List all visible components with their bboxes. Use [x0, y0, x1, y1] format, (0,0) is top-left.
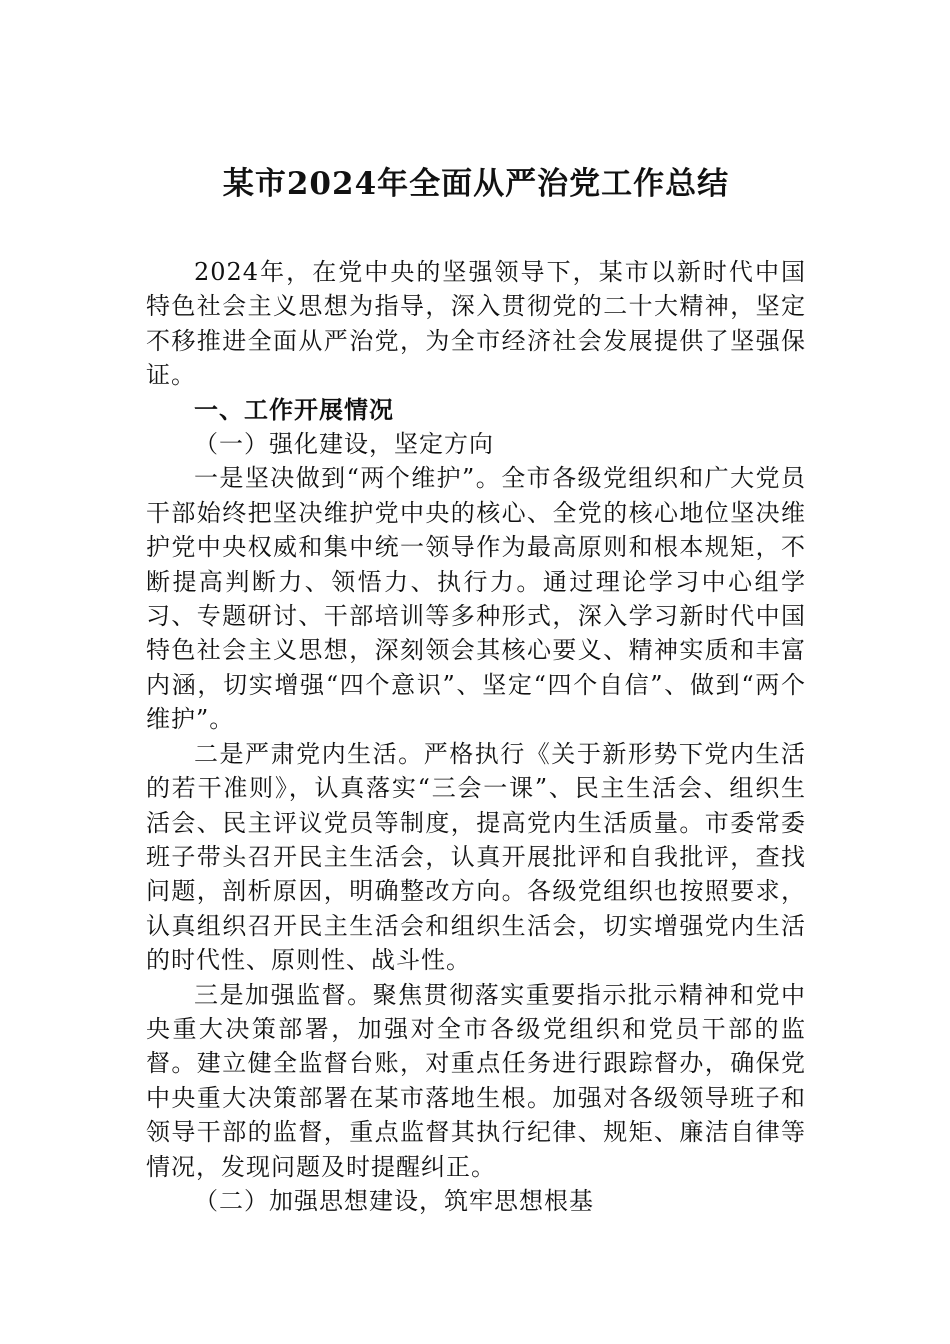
paragraph-point-2: 二是严肃党内生活。严格执行《关于新形势下党内生活的若干准则》，认真落实“三会一课”、民主生活会、组织生活会、民主评议党员等制度，提高党内生活质量。市委常委班子带头召开民主生活会，认真开展批评和自我批评，查找问题，剖析原因，明确整改方向。各级党组织也按照要求，认真组织召开民主生活会和组织生活会，切实增强党内生活的时代性、原则性、战斗性。: [146, 739, 806, 975]
subsection-heading-1: （一）强化建设，坚定方向: [194, 430, 494, 459]
paragraph-point-3: 三是加强监督。聚焦贯彻落实重要指示批示精神和党中央重大决策部署，加强对全市各级党组织和党员干部的监督。建立健全监督台账，对重点任务进行跟踪督办，确保党中央重大决策部署在某市落地生根。加强对各级领导班子和领导干部的监督，重点监督其执行纪律、规矩、廉洁自律等情况，发现问题及时提醒纠正。: [146, 980, 806, 1181]
document-page: [146, 0, 806, 1344]
document-title: 某市2024年全面从严治党工作总结: [222, 166, 730, 202]
document-body: [146, 255, 806, 1218]
paragraph-point-1: 一是坚决做到“两个维护”。全市各级党组织和广大党员干部始终把坚决维护党中央的核心、全党的核心地位坚决维护党中央权威和集中统一领导作为最高原则和根本规矩，不断提高判断力、领悟力、执行力。通过理论学习中心组学习、专题研讨、干部培训等多种形式，深入学习新时代中国特色社会主义思想，深刻领会其核心要义、精神实质和丰富内涵，切实增强“四个意识”、坚定“四个自信”、做到“两个维护”。: [146, 464, 806, 734]
intro-paragraph: 2024年，在党中央的坚强领导下，某市以新时代中国特色社会主义思想为指导，深入贯彻党的二十大精神，坚定不移推进全面从严治党，为全市经济社会发展提供了坚强保证。: [146, 258, 806, 390]
subsection-heading-2: （二）加强思想建设，筑牢思想根基: [194, 1186, 594, 1215]
section-heading-1: 一、工作开展情况: [194, 395, 394, 424]
